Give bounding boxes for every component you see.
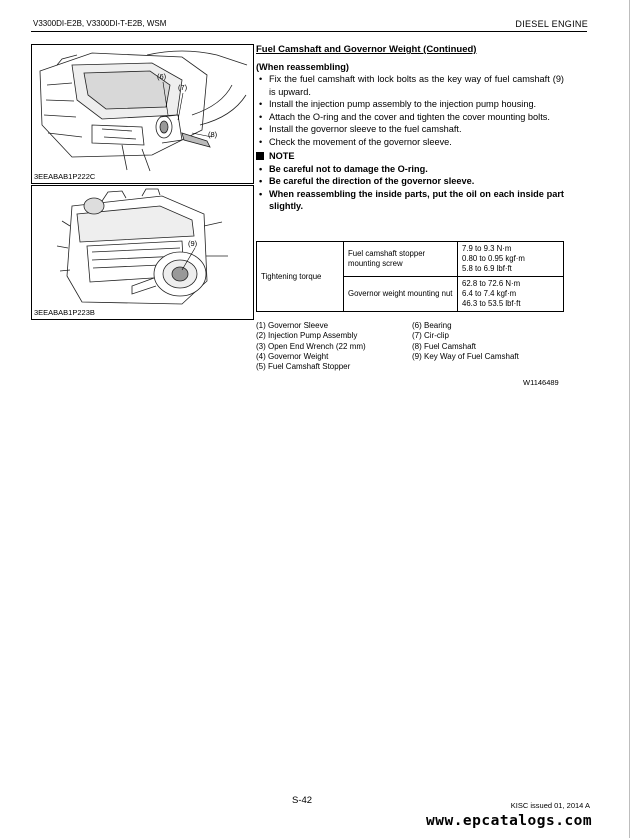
torque-label: Tightening torque xyxy=(257,242,344,312)
torque-value: 7.9 to 9.3 N·m xyxy=(462,244,512,253)
callout-7: (7) xyxy=(178,83,188,92)
figure-2-caption: 3EEABAB1P223B xyxy=(34,308,95,317)
table-row xyxy=(257,242,564,277)
legend-item: (5) Fuel Camshaft Stopper xyxy=(256,362,351,372)
step-item: • Check the movement of the governor sleeve. xyxy=(256,136,564,149)
legend-item: (4) Governor Weight xyxy=(256,351,329,361)
legend-item: (1) Governor Sleeve xyxy=(256,321,329,330)
note-heading xyxy=(256,150,564,163)
note-item: • When reassembling the inside parts, put the oil on each inside part slightly. xyxy=(256,188,564,213)
note-label: NOTE xyxy=(269,151,295,161)
section-title: Fuel Camshaft and Governor Weight (Continued) xyxy=(256,44,477,55)
legend-item: (2) Injection Pump Assembly xyxy=(256,331,358,341)
legend-column-right xyxy=(412,321,519,362)
torque-value: 5.8 to 6.9 lbf·ft xyxy=(462,264,512,273)
legend-item: (8) Fuel Camshaft xyxy=(412,341,477,351)
step-item: • Install the governor sleeve to the fuel camshaft. xyxy=(256,123,564,136)
legend-item: (3) Open End Wrench (22 mm) xyxy=(256,341,366,351)
figure-1-drawing xyxy=(32,45,253,183)
note-square-icon xyxy=(256,152,264,160)
torque-value: 46.3 to 53.5 lbf·ft xyxy=(462,299,521,308)
callout-6: (6) xyxy=(157,72,167,81)
torque-table xyxy=(256,241,564,312)
callout-9: (9) xyxy=(188,239,198,248)
torque-item: Fuel camshaft stopper mounting screw xyxy=(344,242,458,277)
step-item: • Attach the O-ring and the cover and tighten the cover mounting bolts. xyxy=(256,111,564,124)
torque-item: Governor weight mounting nut xyxy=(344,277,458,312)
legend-column-left xyxy=(256,321,366,372)
note-item: • Be careful not to damage the O-ring. xyxy=(256,163,564,176)
torque-value: 62.8 to 72.6 N·m xyxy=(462,279,521,288)
steps-list xyxy=(256,73,564,148)
issue-text: KISC issued 01, 2014 A xyxy=(510,801,590,810)
step-item: • Fix the fuel camshaft with lock bolts as the key way of fuel camshaft (9) is upward. xyxy=(256,73,564,98)
step-item: • Install the injection pump assembly to the injection pump housing. xyxy=(256,98,564,111)
watermark-link[interactable]: www.epcatalogs.com xyxy=(426,813,593,829)
document-code: W1146489 xyxy=(523,378,559,387)
sub-heading: (When reassembling) xyxy=(256,61,349,72)
note-item: • Be careful the direction of the governor sleeve. xyxy=(256,175,564,188)
figure-2-drawing xyxy=(32,186,253,319)
page-number: S-42 xyxy=(292,795,313,806)
legend-item: (9) Key Way of Fuel Camshaft xyxy=(412,351,519,361)
torque-values xyxy=(458,277,564,312)
header-model-text: V3300DI-E2B, V3300DI-T-E2B, WSM xyxy=(33,19,167,28)
legend-item: (6) Bearing xyxy=(412,321,452,330)
torque-value: 6.4 to 7.4 kgf·m xyxy=(462,289,517,298)
torque-values xyxy=(458,242,564,277)
torque-value: 0.80 to 0.95 kgf·m xyxy=(462,254,525,263)
header-rule xyxy=(31,31,587,32)
notes-list xyxy=(256,163,564,213)
legend-item: (7) Cir-clip xyxy=(412,331,449,341)
figure-1 xyxy=(31,44,254,184)
procedure-content xyxy=(256,44,564,213)
header-section-text: DIESEL ENGINE xyxy=(515,19,588,29)
figure-2 xyxy=(31,185,254,320)
callout-8: (8) xyxy=(208,130,218,139)
figure-1-caption: 3EEABAB1P222C xyxy=(34,172,96,181)
